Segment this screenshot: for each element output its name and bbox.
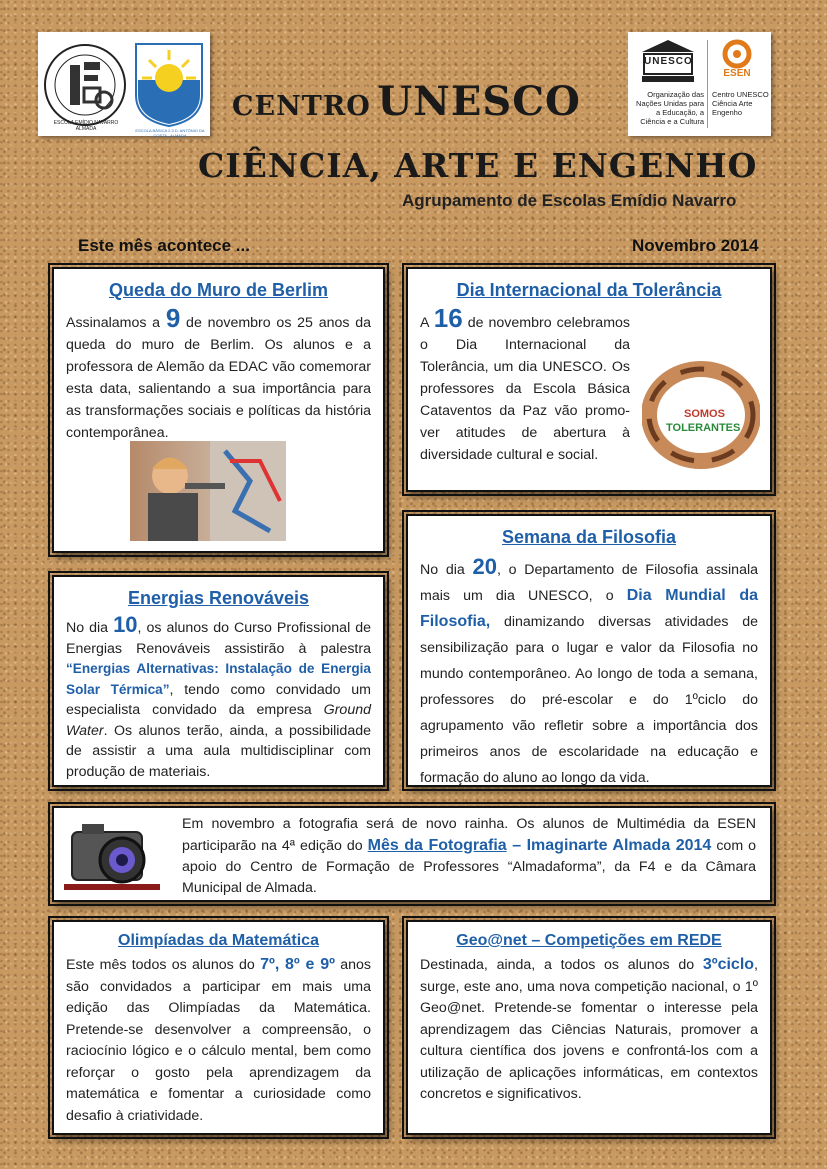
unesco-wordmark: UNESCO: [644, 56, 693, 67]
philosophy-day-number: 20: [472, 554, 497, 579]
math-olympiad-title: Olimpíadas da Matemática: [118, 932, 319, 949]
geonet-title: Geo@net – Competições em REDE: [456, 932, 722, 949]
math-text-2: anos são convidados a participar em mais uma edição das Olimpíadas da Matemática. Pretende-se desenvolver a compreensão, o raciocínio lógico e o cálculo mental, bem como reforçar o gosto pela aprendizagem da matemática e fomentar a curiosidade como desafio à criatividade.: [66, 957, 372, 1124]
title-prefix: CENTRO: [232, 91, 371, 122]
energy-company: Ground Water: [66, 702, 371, 739]
title-main: UNESCO: [377, 78, 581, 125]
philosophy-text-3: dinamizando diversas atividades de sensibilização para o lugar e valor da Filosofia no mundo contemporâneo. Ao longo de toda a semana, professores do pré-escolar e do 1ºciclo do agrupamento vão refletir sobre a importância dos primeiros anos de escolaridade na educação e formação do aluno ao longo da vida.: [420, 614, 758, 786]
philosophy-text-1: No dia: [420, 562, 473, 578]
berlin-wall-photo: [130, 441, 286, 541]
unesco-centre-logo: [628, 32, 771, 136]
tolerance-day-number: 16: [433, 303, 463, 333]
emidio-navarro-logo: [42, 40, 128, 130]
unesco-centre-text: Centro UNESCO Ciência Arte Engenho: [712, 90, 769, 117]
berlin-wall-text: [66, 303, 371, 444]
page-title-line1: [232, 78, 581, 125]
energy-text-1: No dia: [66, 620, 114, 636]
math-text-1: Este mês todos os alunos do: [66, 957, 261, 973]
month-date: Novembro 2014: [632, 236, 759, 255]
geonet-panel: [406, 920, 772, 1135]
berlin-wall-panel: [52, 267, 385, 553]
berlin-wall-title: Queda do Muro de Berlim: [108, 280, 329, 300]
photography-panel: [52, 806, 772, 902]
d-antonio-costa-logo-text: ESCOLA BÁSICA 2,3 D. ANTÓNIO DA COSTA - ALMADA: [135, 128, 205, 138]
philosophy-panel: [406, 514, 772, 787]
photography-highlight-1: Mês da Fotografia: [367, 837, 507, 854]
energy-panel: [52, 575, 385, 787]
logo-divider: [707, 40, 708, 128]
emidio-navarro-logo-text: ESCOLA EMÍDIO NAVARRO ALMADA: [53, 120, 119, 132]
unesco-org-text: Organização das Nações Unidas para a Educação, a Ciência e a Cultura: [636, 90, 704, 126]
energy-text: [66, 612, 371, 782]
tolerance-text-2: de novembro celebramos o Dia Internacional da Tolerância, um dia UNESCO. Os professores da Escola Básica Cataventos da Paz vão promo-ver atitudes de abertura à diversidade cultural e social.: [420, 315, 631, 463]
energy-text-2: , os alunos do Curso Profissional de Energias Renováveis assistirão à palestra: [66, 620, 371, 657]
page-title-line2: CIÊNCIA, ARTE E ENGENHO: [198, 146, 758, 185]
math-olympiad-text: [66, 954, 371, 1127]
berlin-text-2: de novembro os 25 anos da queda do muro de Berlim. Os alunos e a professora de Alemão da EDAC vão comemorar esta data, salientando a sua importância para as transformações sociais e políticas da história contemporânea.: [66, 315, 371, 441]
geonet-cycle: 3ºciclo: [702, 956, 755, 973]
energy-title: Energias Renováveis: [127, 588, 310, 608]
philosophy-title: Semana da Filosofia: [501, 527, 677, 547]
tolerantes-label: TOLERANTES: [666, 422, 741, 434]
school-logos: [38, 32, 210, 136]
math-olympiad-panel: [52, 920, 385, 1135]
tolerance-text-1: A: [420, 315, 434, 331]
energy-day-number: 10: [113, 612, 138, 637]
philosophy-text: [420, 554, 758, 791]
energy-highlight: “Energias Alternativas: Instalação de Energia Solar Térmica”: [66, 661, 371, 697]
berlin-day-number: 9: [165, 303, 181, 333]
esen-wordmark: ESEN: [723, 68, 751, 79]
camera-icon: [64, 814, 164, 896]
d-antonio-costa-logo: [132, 40, 206, 128]
philosophy-highlight: Dia Mundial da Filosofia,: [420, 587, 758, 630]
tolerance-panel: [406, 267, 772, 492]
geonet-text-1: Destinada, ainda, a todos os alunos do: [420, 957, 703, 973]
math-grades: 7º, 8º e 9º: [260, 956, 335, 973]
geonet-text: [420, 954, 758, 1106]
tolerance-title: Dia Internacional da Tolerância: [456, 280, 722, 300]
philosophy-text-2: , o Departamento de Filosofia assinala mais um dia UNESCO, o: [420, 562, 759, 604]
page-subtitle: Agrupamento de Escolas Emídio Navarro: [402, 191, 737, 210]
photography-text-2: com o apoio do Centro de Formação de Professores “Almadaforma”, da F4 e da Câmara Municipal de Almada.: [182, 838, 757, 896]
energy-text-3: , tendo como convidado um especialista convidado da empresa: [66, 681, 371, 718]
energy-text-4: . Os alunos terão, ainda, a possibilidade de assistir a uma aula multidisciplinar com produção de materiais.: [66, 722, 371, 780]
berlin-text-1: Assinalamos a: [66, 315, 166, 331]
somos-label: SOMOS: [684, 408, 725, 420]
photography-highlight-2: – Imaginarte Almada 2014: [506, 837, 712, 854]
month-intro: Este mês acontece ...: [78, 236, 250, 255]
photography-text-1: Em novembro a fotografia será de novo rainha. Os alunos de Multimédia da ESEN participarão na 4ª edição do: [182, 816, 756, 854]
photography-text: [182, 814, 756, 899]
geonet-text-2: , surge, este ano, uma nova competição nacional, o 1º Geo@net. Pretende-se fomentar o interesse pela aprendizagem das Ciências Naturais, promover a cultura científica dos jovens e confrontá-los com a utilização de aplicações informáticas, em contextos concretos e significativos.: [420, 957, 758, 1102]
